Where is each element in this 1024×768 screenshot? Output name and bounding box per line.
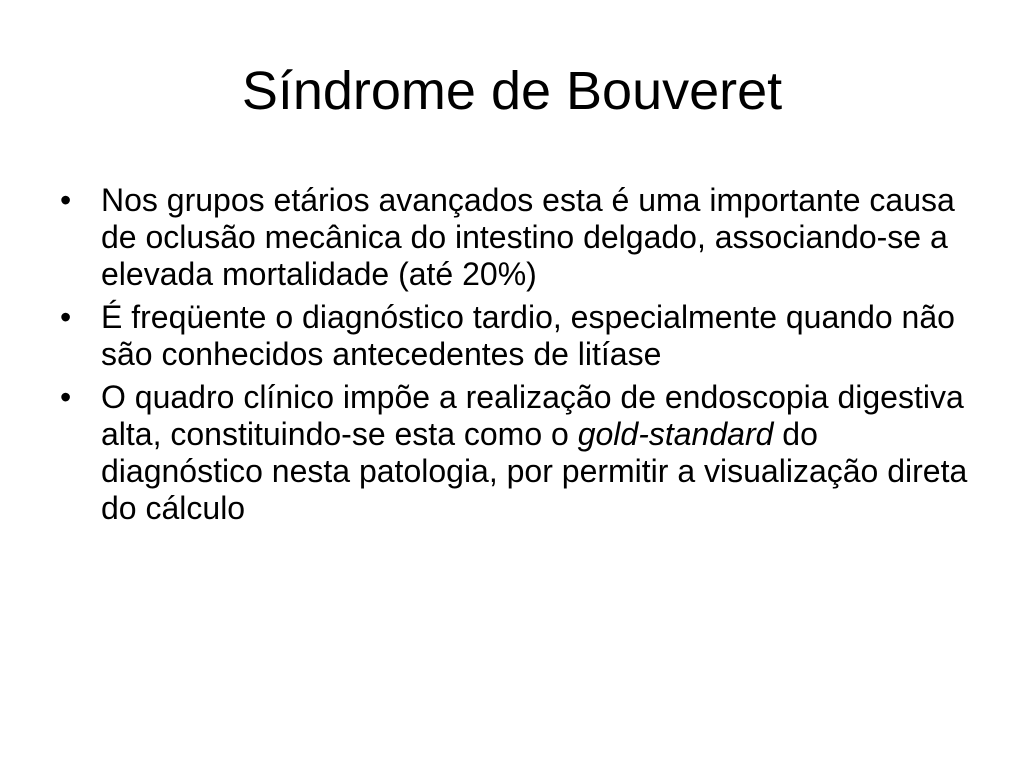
bullet-text <box>101 379 967 526</box>
bullet-icon: • <box>60 299 72 335</box>
bullet-item-2 <box>56 299 976 373</box>
bullet-text-before: O quadro clínico impõe a realização de endoscopia digestiva alta, constituindo-se esta como o <box>101 379 964 452</box>
bullet-item-1 <box>56 182 976 293</box>
bullet-list <box>56 182 976 533</box>
bullet-icon: • <box>60 379 72 415</box>
bullet-text: É freqüente o diagnóstico tardio, especialmente quando não são conhecidos antecedentes de litíase <box>101 299 955 372</box>
slide-title: Síndrome de Bouveret <box>241 61 783 121</box>
bullet-text-after: do diagnóstico nesta patologia, por permitir a visualização direta do cálculo <box>101 416 968 526</box>
bullet-item-3 <box>56 379 976 527</box>
bullet-emphasis: gold-standard <box>577 416 774 452</box>
bullet-text: Nos grupos etários avançados esta é uma importante causa de oclusão mecânica do intestino delgado, associando-se a elevada mortalidade (até 20%) <box>101 182 955 292</box>
bullet-icon: • <box>60 182 72 218</box>
